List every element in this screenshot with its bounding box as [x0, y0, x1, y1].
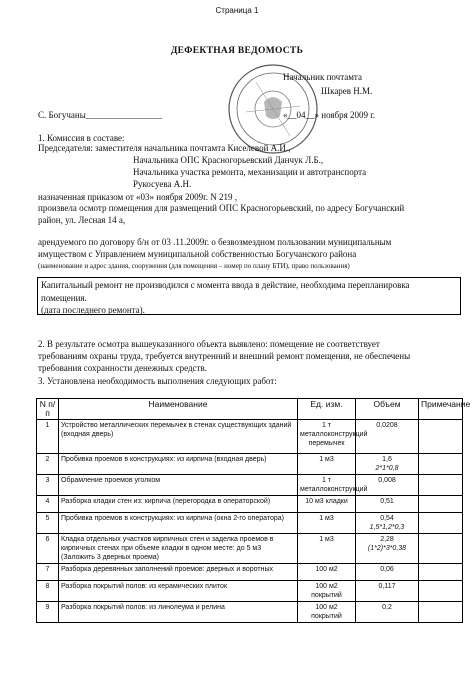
quantity-value: 1,6: [382, 456, 392, 463]
lease-note: (наименование и адрес здания, сооружения (для помещения – номер по плану БТИ), право пользования): [38, 262, 350, 270]
quantity-cell: [356, 581, 419, 602]
approval-signature: Шкарев Н.М.: [321, 86, 373, 96]
approval-role: Начальник почтамта: [283, 72, 362, 82]
row-number: 3: [37, 475, 59, 496]
note-cell: [419, 454, 463, 475]
note-cell: [419, 581, 463, 602]
capital-repair-box: [37, 277, 461, 315]
table-row: [37, 513, 463, 534]
table-row: [37, 475, 463, 496]
quantity-value: 2,28: [380, 536, 394, 543]
quantity-cell: [356, 602, 419, 623]
work-name: Разборка покрытий полов: из керамических плиток: [59, 581, 298, 602]
document-title: ДЕФЕКТНАЯ ВЕДОМОСТЬ: [170, 46, 304, 56]
quantity-cell: [356, 513, 419, 534]
column-header: N п/п: [37, 399, 59, 420]
column-header: Ед. изм.: [298, 399, 356, 420]
page-header: Страница 1: [215, 6, 259, 15]
quantity-value: 0,008: [378, 477, 396, 484]
note-cell: [419, 564, 463, 581]
table-row: [37, 454, 463, 475]
unit-cell: 1 м3: [298, 534, 356, 564]
quantity-value: 0,51: [380, 498, 394, 505]
row-number: 2: [37, 454, 59, 475]
unit-cell: 10 м3 кладки: [298, 496, 356, 513]
column-header: Объем: [356, 399, 419, 420]
quantity-value: 0,54: [380, 515, 394, 522]
finding-line: требованиям охраны труда, требуется внутренний и внешний ремонт помещения, не обеспечены: [38, 351, 411, 361]
note-cell: [419, 496, 463, 513]
note-cell: [419, 534, 463, 564]
row-number: 8: [37, 581, 59, 602]
unit-cell: 100 м2 покрытий: [298, 581, 356, 602]
row-number: 9: [37, 602, 59, 623]
capital-repair-text: Капитальный ремонт не производился с момента ввода в действие, необходима перепланировка: [41, 280, 410, 290]
lease-line: имуществом с Управлением муниципальной собственностью Богучанского района: [38, 249, 357, 259]
unit-cell: 100 м2: [298, 564, 356, 581]
inspection-line: район, ул. Лесная 14 а,: [38, 215, 126, 225]
table-row: [37, 564, 463, 581]
works-heading: 3. Установлена необходимость выполнения следующих работ:: [38, 376, 277, 386]
quantity-cell: [356, 496, 419, 513]
work-name: Устройство металлических перемычек в стенах существующих зданий (входная дверь): [59, 420, 298, 454]
quantity-cell: [356, 534, 419, 564]
finding-line: требования сохранности денежных средств.: [38, 363, 207, 373]
quantity-formula: (1*2)*3*0,38: [367, 545, 407, 552]
capital-repair-text: помещения.: [41, 292, 87, 303]
row-number: 7: [37, 564, 59, 581]
quantity-value: 0,06: [380, 566, 394, 573]
quantity-formula: 1,5*1,2*0,3: [369, 524, 405, 531]
place-line: С. Богучаны_________________: [38, 110, 163, 120]
unit-cell: 100 м2 покрытий: [298, 602, 356, 623]
commission-member: Начальника участка ремонта, механизации и автотранспорта: [133, 167, 367, 177]
quantity-value: 0,117: [378, 583, 396, 590]
quantity-cell: [356, 454, 419, 475]
row-number: 6: [37, 534, 59, 564]
quantity-formula: 2*1*0,8: [375, 465, 399, 472]
row-number: 4: [37, 496, 59, 513]
quantity-value: 0,2: [382, 604, 392, 611]
note-cell: [419, 475, 463, 496]
quantity-value: 0,0208: [376, 422, 398, 429]
table-row: [37, 581, 463, 602]
finding-line: 2. В результате осмотра вышеуказанного объекта выявлено: помещение не соответствует: [38, 339, 380, 349]
work-name: Пробивка проемов в конструкциях: из кирпича (окна 2-го оператора): [59, 513, 298, 534]
unit-cell: 1 т металлоконструкций: [298, 475, 356, 496]
unit-cell: 1 м3: [298, 513, 356, 534]
table-row: [37, 420, 463, 454]
approval-block: [283, 70, 372, 98]
work-name: Разборка деревянных заполнений проемов: дверных и воротных: [59, 564, 298, 581]
commission-member: Начальника ОПС Красногорьевский Данчук Л.Б.,: [133, 155, 324, 165]
work-name: Разборка покрытий полов: из линолеума и релина: [59, 602, 298, 623]
row-number: 1: [37, 420, 59, 454]
commission-heading: 1. Комиссия в составе:: [38, 133, 125, 143]
approval-date: «__04__» ноября 2009 г.: [283, 110, 376, 120]
works-table: [36, 398, 471, 623]
unit-cell: 1 т металлоконструкций перемычек: [298, 420, 356, 454]
column-header: Наименование: [59, 399, 298, 420]
inspection-line: произвела осмотр помещения для размещений ОПС Красногорьевский, по адресу Богучанский: [38, 203, 405, 213]
work-name: Разборка кладки стен из: кирпича (перегородка в операторской): [59, 496, 298, 513]
capital-repair-text: (дата последнего ремонта).: [41, 305, 145, 315]
order-line: назначенная приказом от «03» ноября 2009г. N 219 ,: [38, 192, 237, 202]
work-name: Пробивка проемов в конструкциях: из кирпича (входная дверь): [59, 454, 298, 475]
work-name: Кладка отдельных участков кирпичных стен и заделка проемов в кирпичных стенах при объеме кладки в одном месте: до 5 м3 (Заложить 3 дверных проема): [59, 534, 298, 564]
commission-chair: Председателя: заместителя начальника почтамта Киселевой А.И.,: [38, 143, 291, 153]
commission-member: Рукосуева А.Н.: [133, 179, 192, 189]
table-row: [37, 496, 463, 513]
table-row: [37, 534, 463, 564]
table-header-row: [37, 399, 463, 420]
note-cell: [419, 420, 463, 454]
column-header: Примечание: [419, 399, 463, 420]
table-row: [37, 602, 463, 623]
work-name: Обрамление проемов уголком: [59, 475, 298, 496]
unit-cell: 1 м3: [298, 454, 356, 475]
note-cell: [419, 602, 463, 623]
row-number: 5: [37, 513, 59, 534]
note-cell: [419, 513, 463, 534]
quantity-cell: [356, 564, 419, 581]
lease-line: арендуемого по договору б/н от 03 .11.2009г. о безвозмездном пользовании муниципальным: [38, 237, 392, 247]
